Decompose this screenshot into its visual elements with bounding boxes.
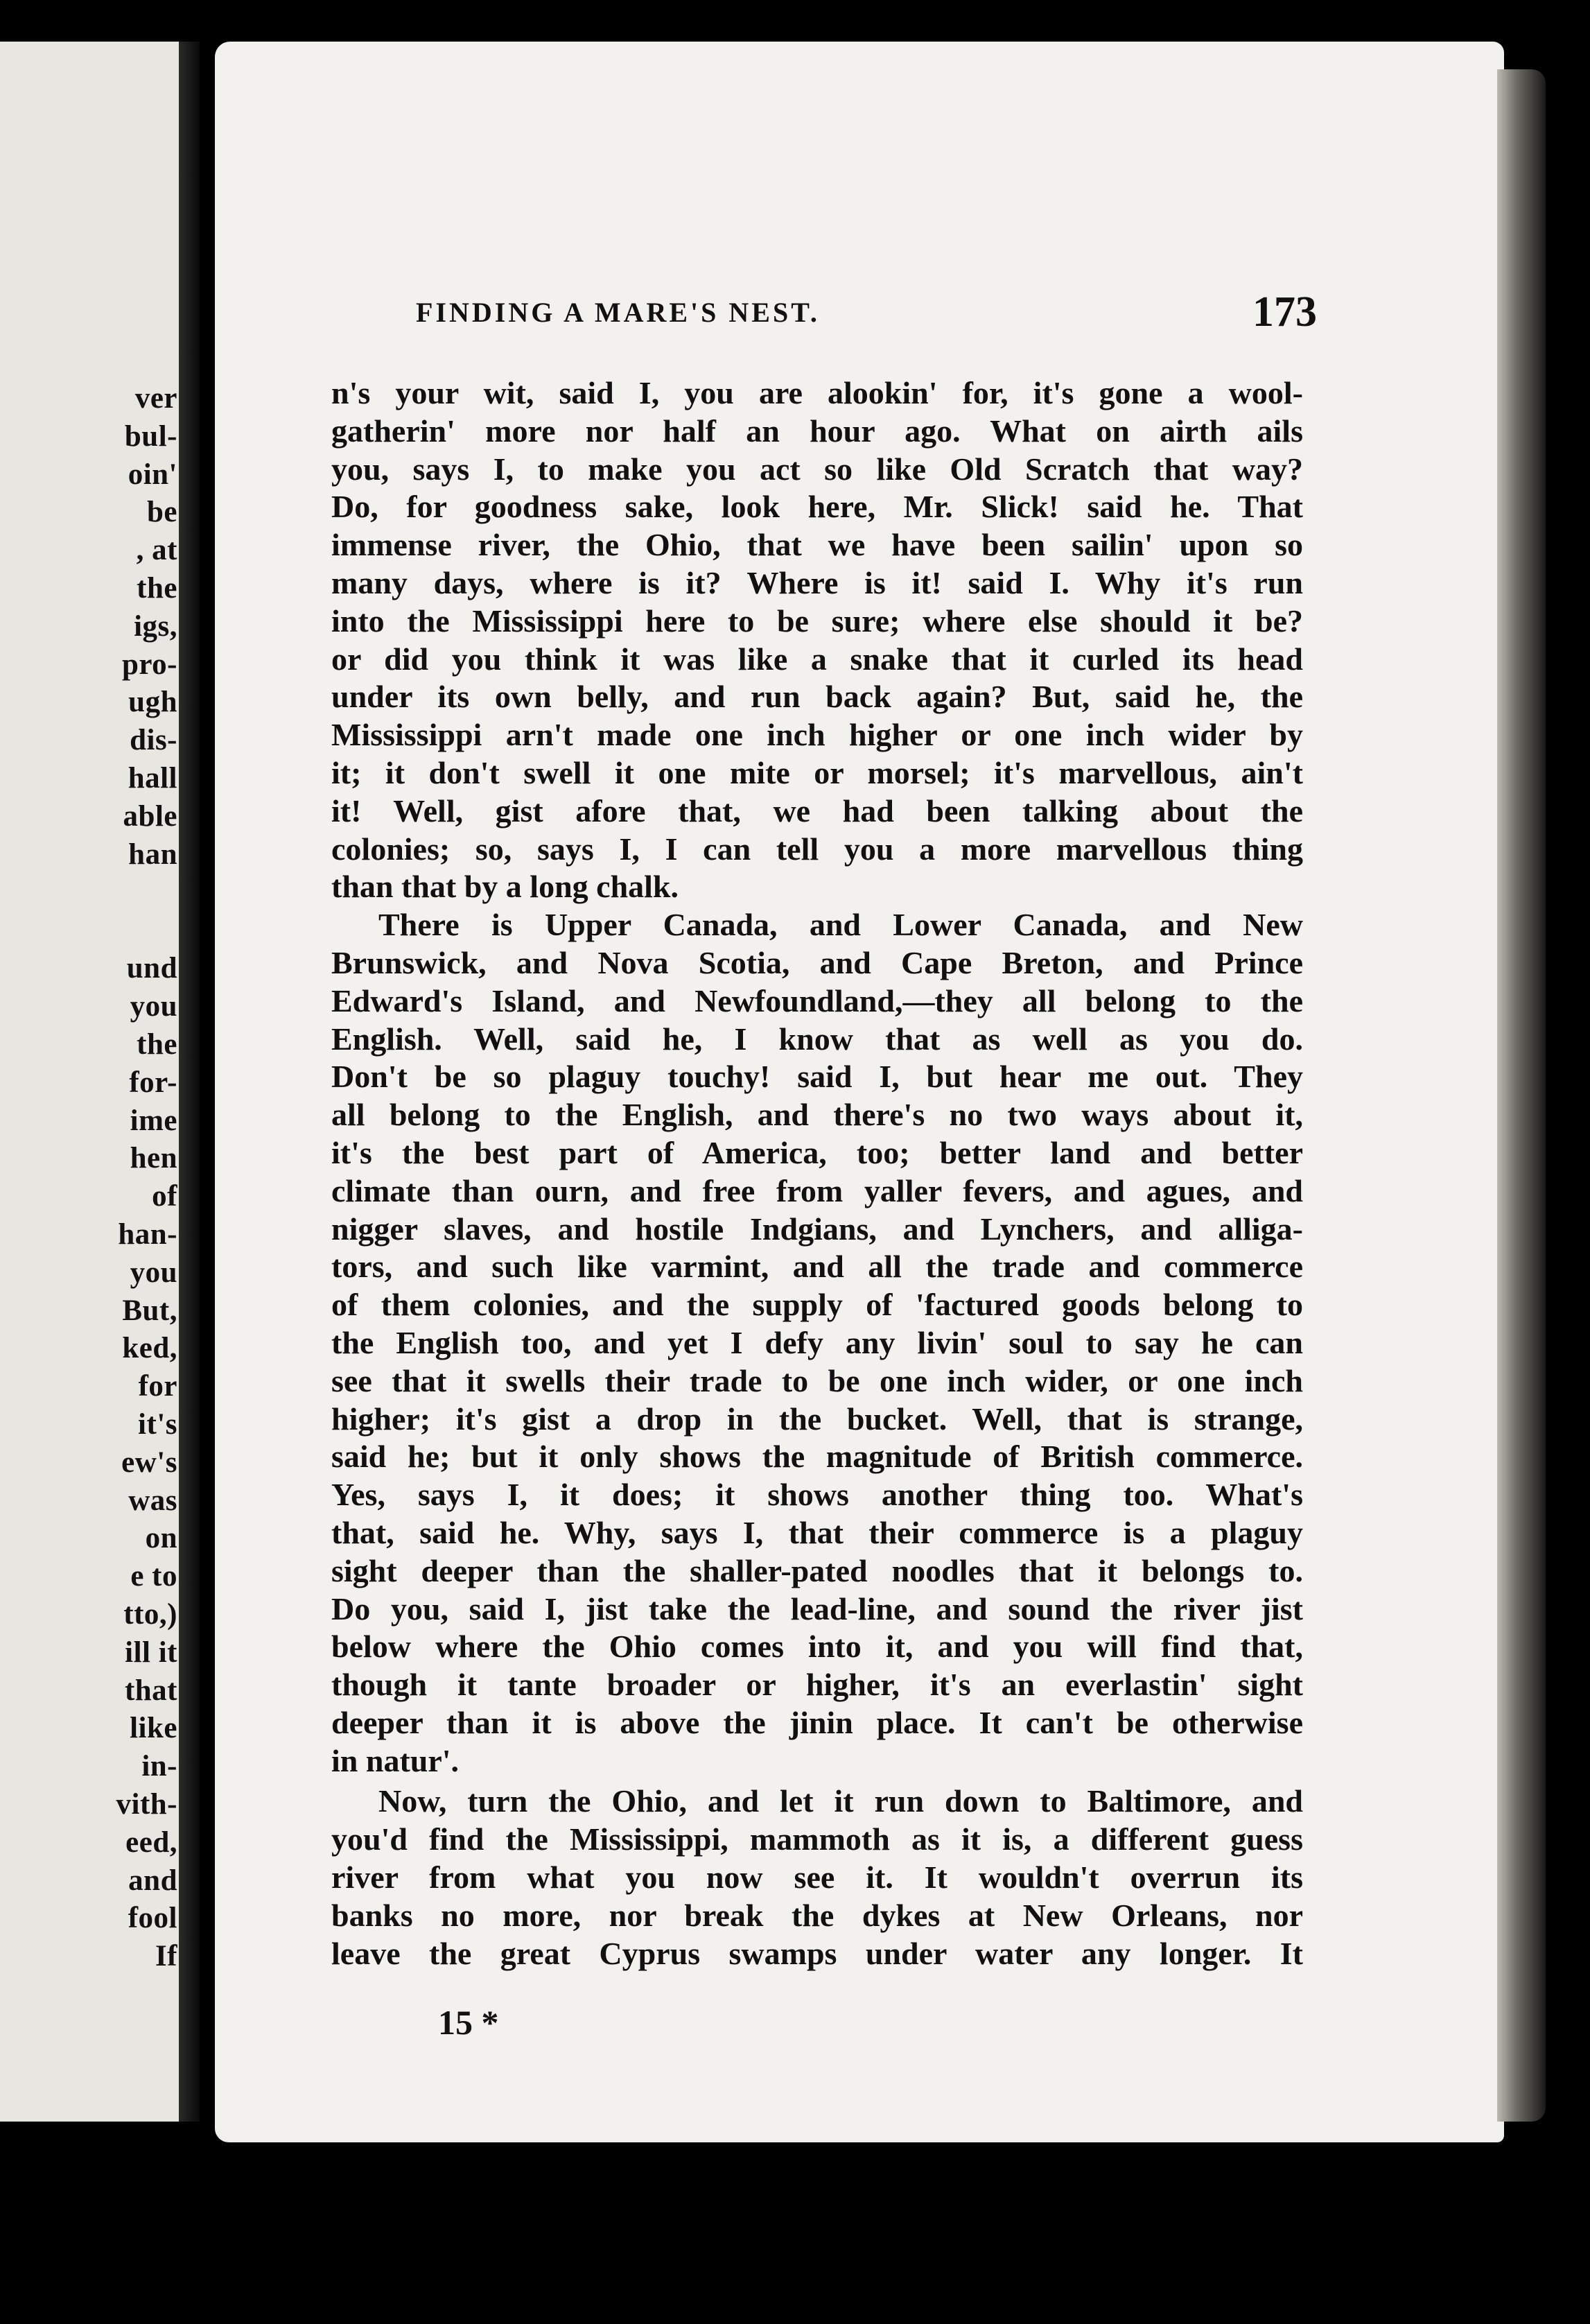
facing-page-fragment: ver [134, 382, 177, 415]
text-line: n's your wit, said I, you are alookin' for, it's gone a wool- [331, 375, 1303, 410]
facing-page-fragment: ked, [122, 1332, 177, 1365]
facing-page-fragment: of [152, 1180, 177, 1213]
text-line: Do you, said I, jist take the lead-line, and sound the river jist [331, 1590, 1303, 1627]
facing-page-fragment: was [128, 1484, 177, 1517]
text-line: gatherin' more nor half an hour ago. What on airth ails [331, 413, 1303, 449]
facing-page-fragment: But, [122, 1294, 177, 1327]
text-line: under its own belly, and run back again? But, said he, the [331, 679, 1303, 715]
text-line: than that by a long chalk. [331, 869, 679, 905]
text-line: in natur'. [331, 1742, 460, 1778]
facing-page-fragment: you [130, 1256, 177, 1289]
facing-page-fragment: it's [138, 1408, 177, 1441]
body-text [331, 374, 1303, 1972]
facing-page-fragment: ugh [128, 686, 177, 719]
text-line: see that it swells their trade to be one inch wider, or one inch [331, 1362, 1303, 1398]
facing-page-fragment: hall [128, 762, 177, 795]
text-line: Don't be so plaguy touchy! said I, but hear me out. They [331, 1059, 1303, 1095]
text-line: immense river, the Ohio, that we have been sailin' upon so [331, 527, 1303, 563]
facing-page-fragment: ime [130, 1104, 177, 1137]
text-line: higher; it's gist a drop in the bucket. Well, that is strange, [331, 1401, 1303, 1437]
facing-page-fragment: hen [130, 1142, 177, 1175]
text-line: river from what you now see it. It wouldn't overrun its [331, 1859, 1303, 1896]
text-line: Edward's Island, and Newfoundland,—they all belong to the [331, 982, 1303, 1018]
text-line: it's the best part of America, too; better land and better [331, 1134, 1303, 1170]
text-line: sight deeper than the shaller-pated noodles that it belongs to. [331, 1552, 1303, 1588]
text-line: below where the Ohio comes into it, and you will find that, [331, 1629, 1303, 1665]
page-number: 173 [1252, 288, 1317, 336]
text-line: tors, and such like varmint, and all the trade and commerce [331, 1249, 1303, 1285]
facing-page-fragment: like [130, 1712, 177, 1745]
text-line: Mississippi arn't made one inch higher or one inch wider by [331, 717, 1303, 753]
facing-page-fragment: be [147, 496, 177, 529]
text-line: banks no more, nor break the dykes at New Orleans, nor [331, 1897, 1303, 1933]
paragraph-start-line: Now, turn the Ohio, and let it run down to Baltimore, and [378, 1783, 1303, 1819]
text-line: that, said he. Why, says I, that their commerce is a plaguy [331, 1514, 1303, 1550]
book-gutter [179, 42, 200, 2122]
text-line: leave the great Cyprus swamps under water any longer. It [331, 1935, 1303, 1971]
facing-page-fragment: fool [128, 1902, 177, 1935]
running-head [416, 288, 1317, 336]
facing-page-fragment: that [124, 1674, 177, 1707]
facing-page-fragment: bul- [124, 419, 177, 453]
text-line: deeper than it is above the jinin place. It can't be otherwise [331, 1704, 1303, 1740]
text-line: of them colonies, and the supply of 'factured goods belong to [331, 1287, 1303, 1323]
text-line: Yes, says I, it does; it shows another thing too. What's [331, 1477, 1303, 1513]
facing-page-fragment: able [123, 799, 177, 833]
facing-page-fragment: han [128, 838, 177, 871]
signature-mark: 15 * [438, 2003, 499, 2042]
facing-page-fragment: and [128, 1864, 177, 1897]
text-line: Do, for goodness sake, look here, Mr. Slick! said he. That [331, 489, 1303, 525]
facing-page-fragment: in- [141, 1750, 177, 1783]
facing-page-fragment: han- [118, 1218, 177, 1251]
facing-page-fragment: If [155, 1940, 177, 1973]
facing-page-left [0, 42, 194, 2122]
text-line: or did you think it was like a snake that it curled its head [331, 641, 1303, 677]
text-line: the English too, and yet I defy any livin' soul to say he can [331, 1324, 1303, 1360]
text-line: you, says I, to make you act so like Old Scratch that way? [331, 451, 1303, 487]
facing-page-fragment: oin' [128, 458, 177, 491]
facing-page-fragment: for [138, 1370, 177, 1403]
text-line: you'd find the Mississippi, mammoth as it is, a different guess [331, 1821, 1303, 1857]
facing-page-fragment: the [137, 1028, 177, 1061]
facing-page-fragment: for- [129, 1066, 177, 1099]
text-line: Brunswick, and Nova Scotia, and Cape Breton, and Prince [331, 944, 1303, 980]
facing-page-fragment: igs, [134, 609, 177, 643]
text-line: all belong to the English, and there's no two ways about it, [331, 1097, 1303, 1133]
paragraph-start-line: There is Upper Canada, and Lower Canada, and New [378, 907, 1303, 943]
text-line: it; it don't swell it one mite or morsel; it's marvellous, ain't [331, 754, 1303, 790]
text-line: English. Well, said he, I know that as well as you do. [331, 1021, 1303, 1057]
running-head-title: FINDING A MARE'S NEST. [416, 297, 820, 328]
facing-page-fragment: eed, [125, 1826, 177, 1859]
facing-page-fragment: you [130, 990, 177, 1023]
facing-page-fragment: vith- [116, 1788, 177, 1821]
text-line: though it tante broader or higher, it's an everlastin' sight [331, 1667, 1303, 1703]
facing-page-fragment: ew's [121, 1446, 177, 1479]
text-line: into the Mississippi here to be sure; where else should it be? [331, 602, 1303, 639]
facing-page-fragment: tto,) [123, 1598, 177, 1631]
facing-page-fragment: , at [136, 534, 177, 567]
text-line: it! Well, gist afore that, we had been talking about the [331, 792, 1303, 829]
text-line: many days, where is it? Where is it! said I. Why it's run [331, 564, 1303, 600]
text-line: climate than ourn, and free from yaller fevers, and agues, and [331, 1172, 1303, 1208]
text-line: colonies; so, says I, I can tell you a more marvellous thing [331, 831, 1303, 867]
text-line: nigger slaves, and hostile Indgians, and Lynchers, and alliga- [331, 1211, 1303, 1247]
facing-page-fragment: dis- [130, 724, 177, 757]
facing-page-fragment: ill it [125, 1636, 177, 1669]
facing-page-fragment: e to [130, 1560, 177, 1593]
facing-page-fragment: pro- [121, 648, 177, 681]
text-line: said he; but it only shows the magnitude of British commerce. [331, 1439, 1303, 1475]
facing-page-fragment: on [145, 1522, 177, 1555]
facing-page-fragment: und [126, 952, 177, 985]
facing-page-fragment: the [137, 572, 177, 605]
